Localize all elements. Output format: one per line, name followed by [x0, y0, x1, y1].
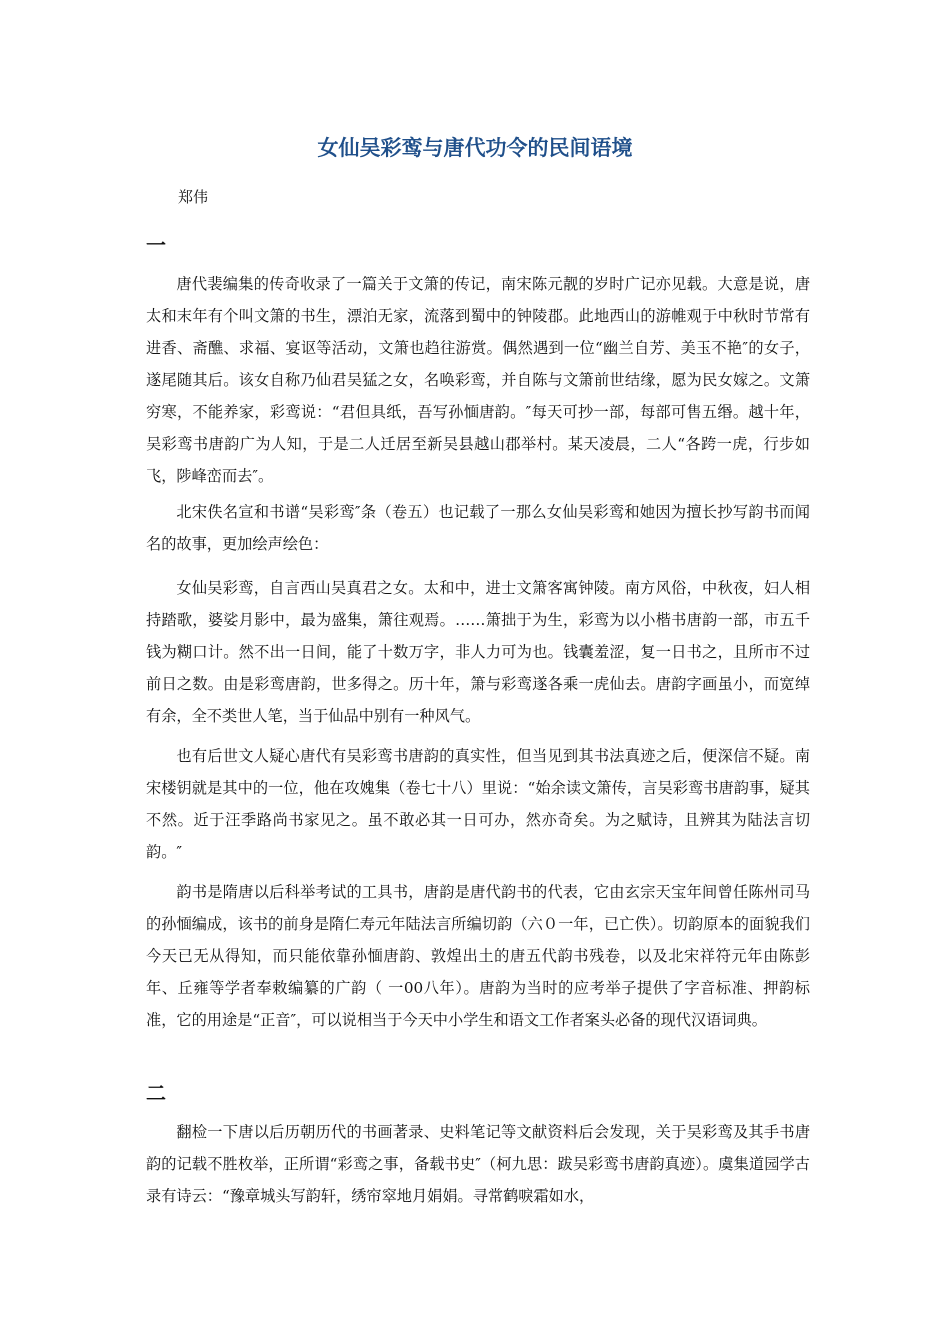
section-heading-1: 一 [146, 233, 166, 257]
section-heading-2: 二 [146, 1081, 166, 1105]
paragraph-4: 也有后世文人疑心唐代有吴彩鸾书唐韵的真实性，但当见到其书法真迹之后，便深信不疑。南宋楼钥就是其中的一位，他在攻媿集（卷七十八）里说：“始余读文箫传，言吴彩鸾书唐韵事，疑其不然。近于汪季路尚书家见之。虽不敢必其一日可办，然亦奇矣。为之赋诗，且辨其为陆法言切韵。″ [146, 747, 810, 861]
paragraph-3-quote: 女仙吴彩鸾，自言西山吴真君之女。太和中，进士文箫客寓钟陵。南方风俗，中秋夜，妇人相持踏歌，婆娑月影中，最为盛集，箫往观焉。……箫拙于为生，彩鸾为以小楷书唐韵一部，市五千钱为糊口计。然不出一日间，能了十数万字，非人力可为也。钱囊羞涩，复一日书之，且所市不过前日之数。由是彩鸾唐韵，世多得之。历十年，箫与彩鸾遂各乘一虎仙去。唐韵字画虽小，而宽绰有余，全不类世人笔，当于仙品中别有一种风气。 [146, 579, 810, 725]
paragraph-6: 翻检一下唐以后历朝历代的书画著录、史料笔记等文献资料后会发现，关于吴彩鸾及其手书唐韵的记载不胜枚举，正所谓“彩鸾之事，备载书史″（柯九思：跋吴彩鸾书唐韵真迹）。虞集道园学古录有诗云：“豫章城头写韵轩，绣帘窣地月娟娟。寻常鹤唳霜如水， [146, 1123, 810, 1205]
paragraph-5: 韵书是隋唐以后科举考试的工具书，唐韵是唐代韵书的代表，它由玄宗天宝年间曾任陈州司马的孙愐编成，该书的前身是隋仁寿元年陆法言所编切韵（六０一年，已亡佚）。切韵原本的面貌我们今天已无从得知，而只能依靠孙愐唐韵、敦煌出土的唐五代韵书残卷，以及北宋祥符元年由陈彭年、丘雍等学者奉敕编纂的广韵（ 一00八年）。唐韵为当时的应考举子提供了字音标准、押韵标准，它的用途是“正音″，可以说相当于今天中小学生和语文工作者案头必备的现代汉语词典。 [146, 883, 810, 1029]
paragraph-2: 北宋佚名宣和书谱“吴彩鸾″条（卷五）也记载了一那么女仙吴彩鸾和她因为擅长抄写韵书而闻名的故事，更加绘声绘色： [146, 503, 810, 553]
author-name: 郑伟 [178, 188, 209, 206]
paragraph-1: 唐代裴编集的传奇收录了一篇关于文箫的传记，南宋陈元靓的岁时广记亦见载。大意是说，唐太和末年有个叫文箫的书生，漂泊无家，流落到蜀中的钟陵郡。此地西山的游帷观于中秋时节常有进香、斋醮、求福、宴讴等活动，文箫也趋往游赏。偶然遇到一位“幽兰自芳、美玉不艳″的女子，遂尾随其后。该女自称乃仙君吴猛之女，名唤彩鸾，并自陈与文箫前世结缘，愿为民女嫁之。文箫穷寒，不能养家，彩鸾说：“君但具纸，吾写孙愐唐韵。″每天可抄一部，每部可售五缗。越十年，吴彩鸾书唐韵广为人知，于是二人迁居至新吴县越山郡举村。某天凌晨，二人“各跨一虎，行步如飞，陟峰峦而去″。 [146, 275, 810, 485]
page-title: 女仙吴彩鸾与唐代功令的民间语境 [317, 135, 633, 160]
